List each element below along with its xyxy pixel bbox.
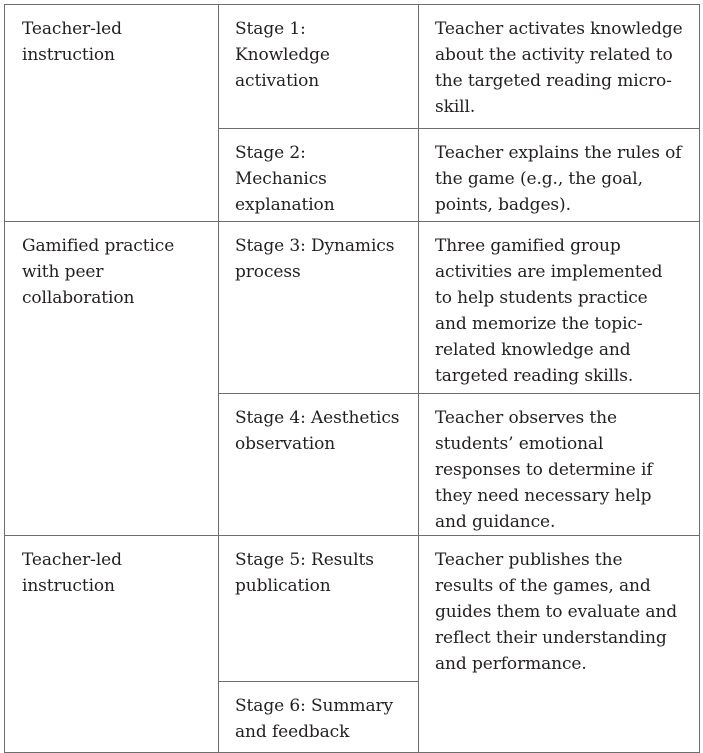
stage-cell: Stage 2: Mechanics explanation bbox=[219, 129, 419, 222]
description-cell: Teacher observes the students’ emotional responses to determine if they need necessary help and guidance. bbox=[419, 394, 700, 536]
stage-cell: Stage 3: Dynamics process bbox=[219, 222, 419, 394]
stage-cell: Stage 4: Aesthetics observation bbox=[219, 394, 419, 536]
description-cell: Teacher explains the rules of the game (e.g., the goal, points, badges). bbox=[419, 129, 700, 222]
teaching-stages-table bbox=[4, 4, 700, 753]
description-cell: Three gamified group activities are implemented to help students practice and memorize the topic-related knowledge and targeted reading skills. bbox=[419, 222, 700, 394]
stage-cell: Stage 6: Summary and feedback bbox=[219, 682, 419, 753]
stage-cell: Stage 1: Knowledge activation bbox=[219, 5, 419, 129]
phase-cell: Gamified practice with peer collaboration bbox=[5, 222, 219, 536]
stage-cell: Stage 5: Results publication bbox=[219, 536, 419, 682]
description-cell: Teacher publishes the results of the games, and guides them to evaluate and reflect their understanding and performance. bbox=[419, 536, 700, 753]
phase-cell: Teacher-led instruction bbox=[5, 536, 219, 753]
description-cell: Teacher activates knowledge about the activity related to the targeted reading micro-skill. bbox=[419, 5, 700, 129]
table-row bbox=[5, 536, 700, 682]
table-row bbox=[5, 5, 700, 129]
phase-cell: Teacher-led instruction bbox=[5, 5, 219, 222]
table-row bbox=[5, 222, 700, 394]
